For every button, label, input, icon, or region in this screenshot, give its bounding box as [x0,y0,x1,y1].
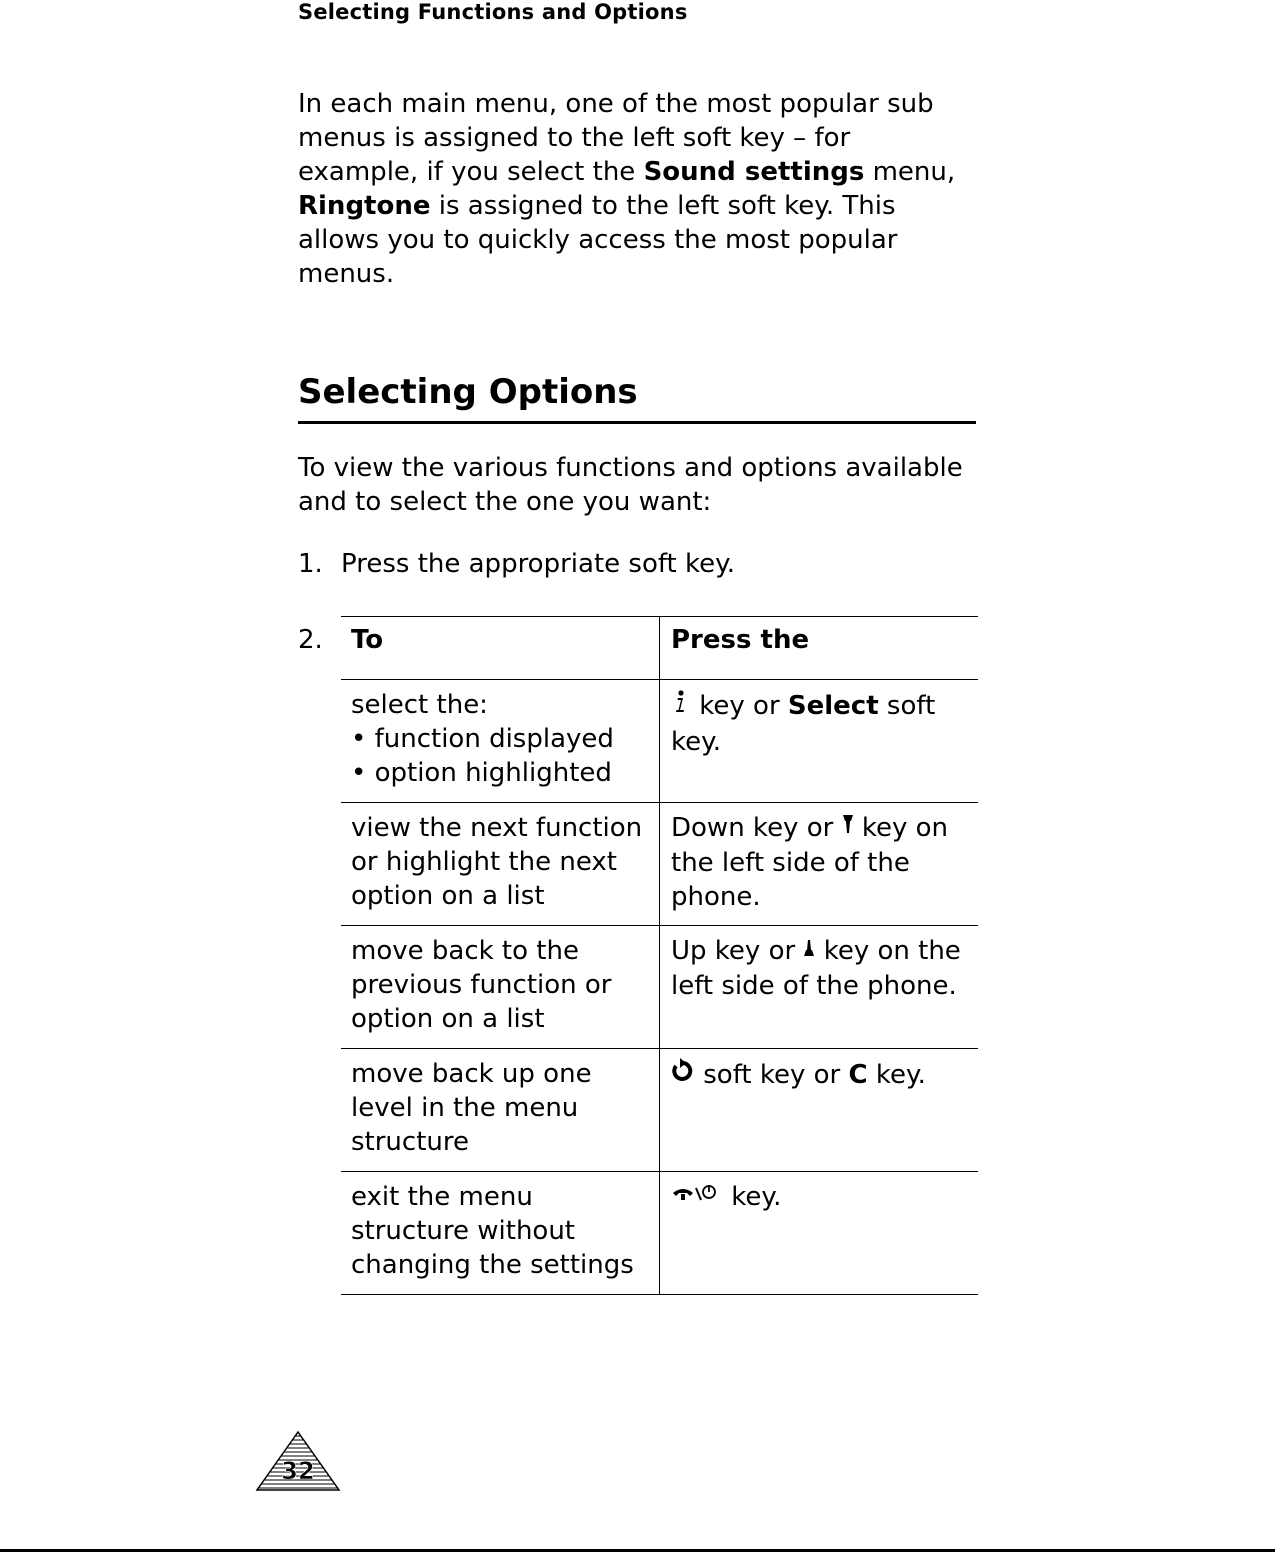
volume-down-key-icon [842,811,854,846]
ringtone-term: Ringtone [298,191,431,221]
info-i-key-icon [671,688,691,725]
running-header: Selecting Functions and Options [298,0,688,24]
table-row [341,1172,978,1295]
row-previous-press: Up key or key on the left side of the phone. [671,936,961,1001]
page-number: 32 [281,1457,315,1485]
row-next-to: view the next function or highlight the next option on a list [341,803,660,926]
step-number-2: 2. [298,625,323,655]
pyramid-icon [255,1430,341,1494]
row-exit-to: exit the menu structure without changing the settings [341,1172,660,1295]
table-header-row [341,617,978,680]
row-next-press: Down key or key on the left side of the phone. [671,813,949,912]
back-arrow-key-icon [671,1057,695,1094]
section-title: Selecting Options [298,372,638,412]
section-lead: To view the various functions and options available and to select the one you want: [298,453,963,517]
table-row [341,926,978,1049]
section-divider [298,421,976,424]
row-select-press: key or Select soft key. [660,680,979,803]
step-number-1: 1. [298,549,323,579]
row-exit-press: key. [660,1172,979,1295]
intro-paragraph: In each main menu, one of the most popular sub menus is assigned to the left soft key – for example, if you select the Sound settings menu, Ringtone is assigned to the left soft key. This allows you to quickly access the most popular menus. [298,89,956,289]
table-row [341,1049,978,1172]
header-to: To [341,617,660,680]
key-actions-table [341,616,978,1295]
row-previous-to: move back to the previous function or option on a list [341,926,660,1049]
row-back-press: soft key or C key. [660,1049,979,1172]
step-1-text: Press the appropriate soft key. [341,549,736,579]
table-row [341,803,978,926]
page-number-badge [255,1430,341,1494]
volume-up-key-icon [803,934,815,969]
table-row [341,680,978,803]
row-back-to: move back up one level in the menu structure [341,1049,660,1172]
sound-settings-term: Sound settings [643,157,865,187]
row-select-to: select the: • function displayed • option highlighted [341,680,660,803]
header-press-the: Press the [671,625,810,655]
end-power-key-icon [671,1180,723,1215]
